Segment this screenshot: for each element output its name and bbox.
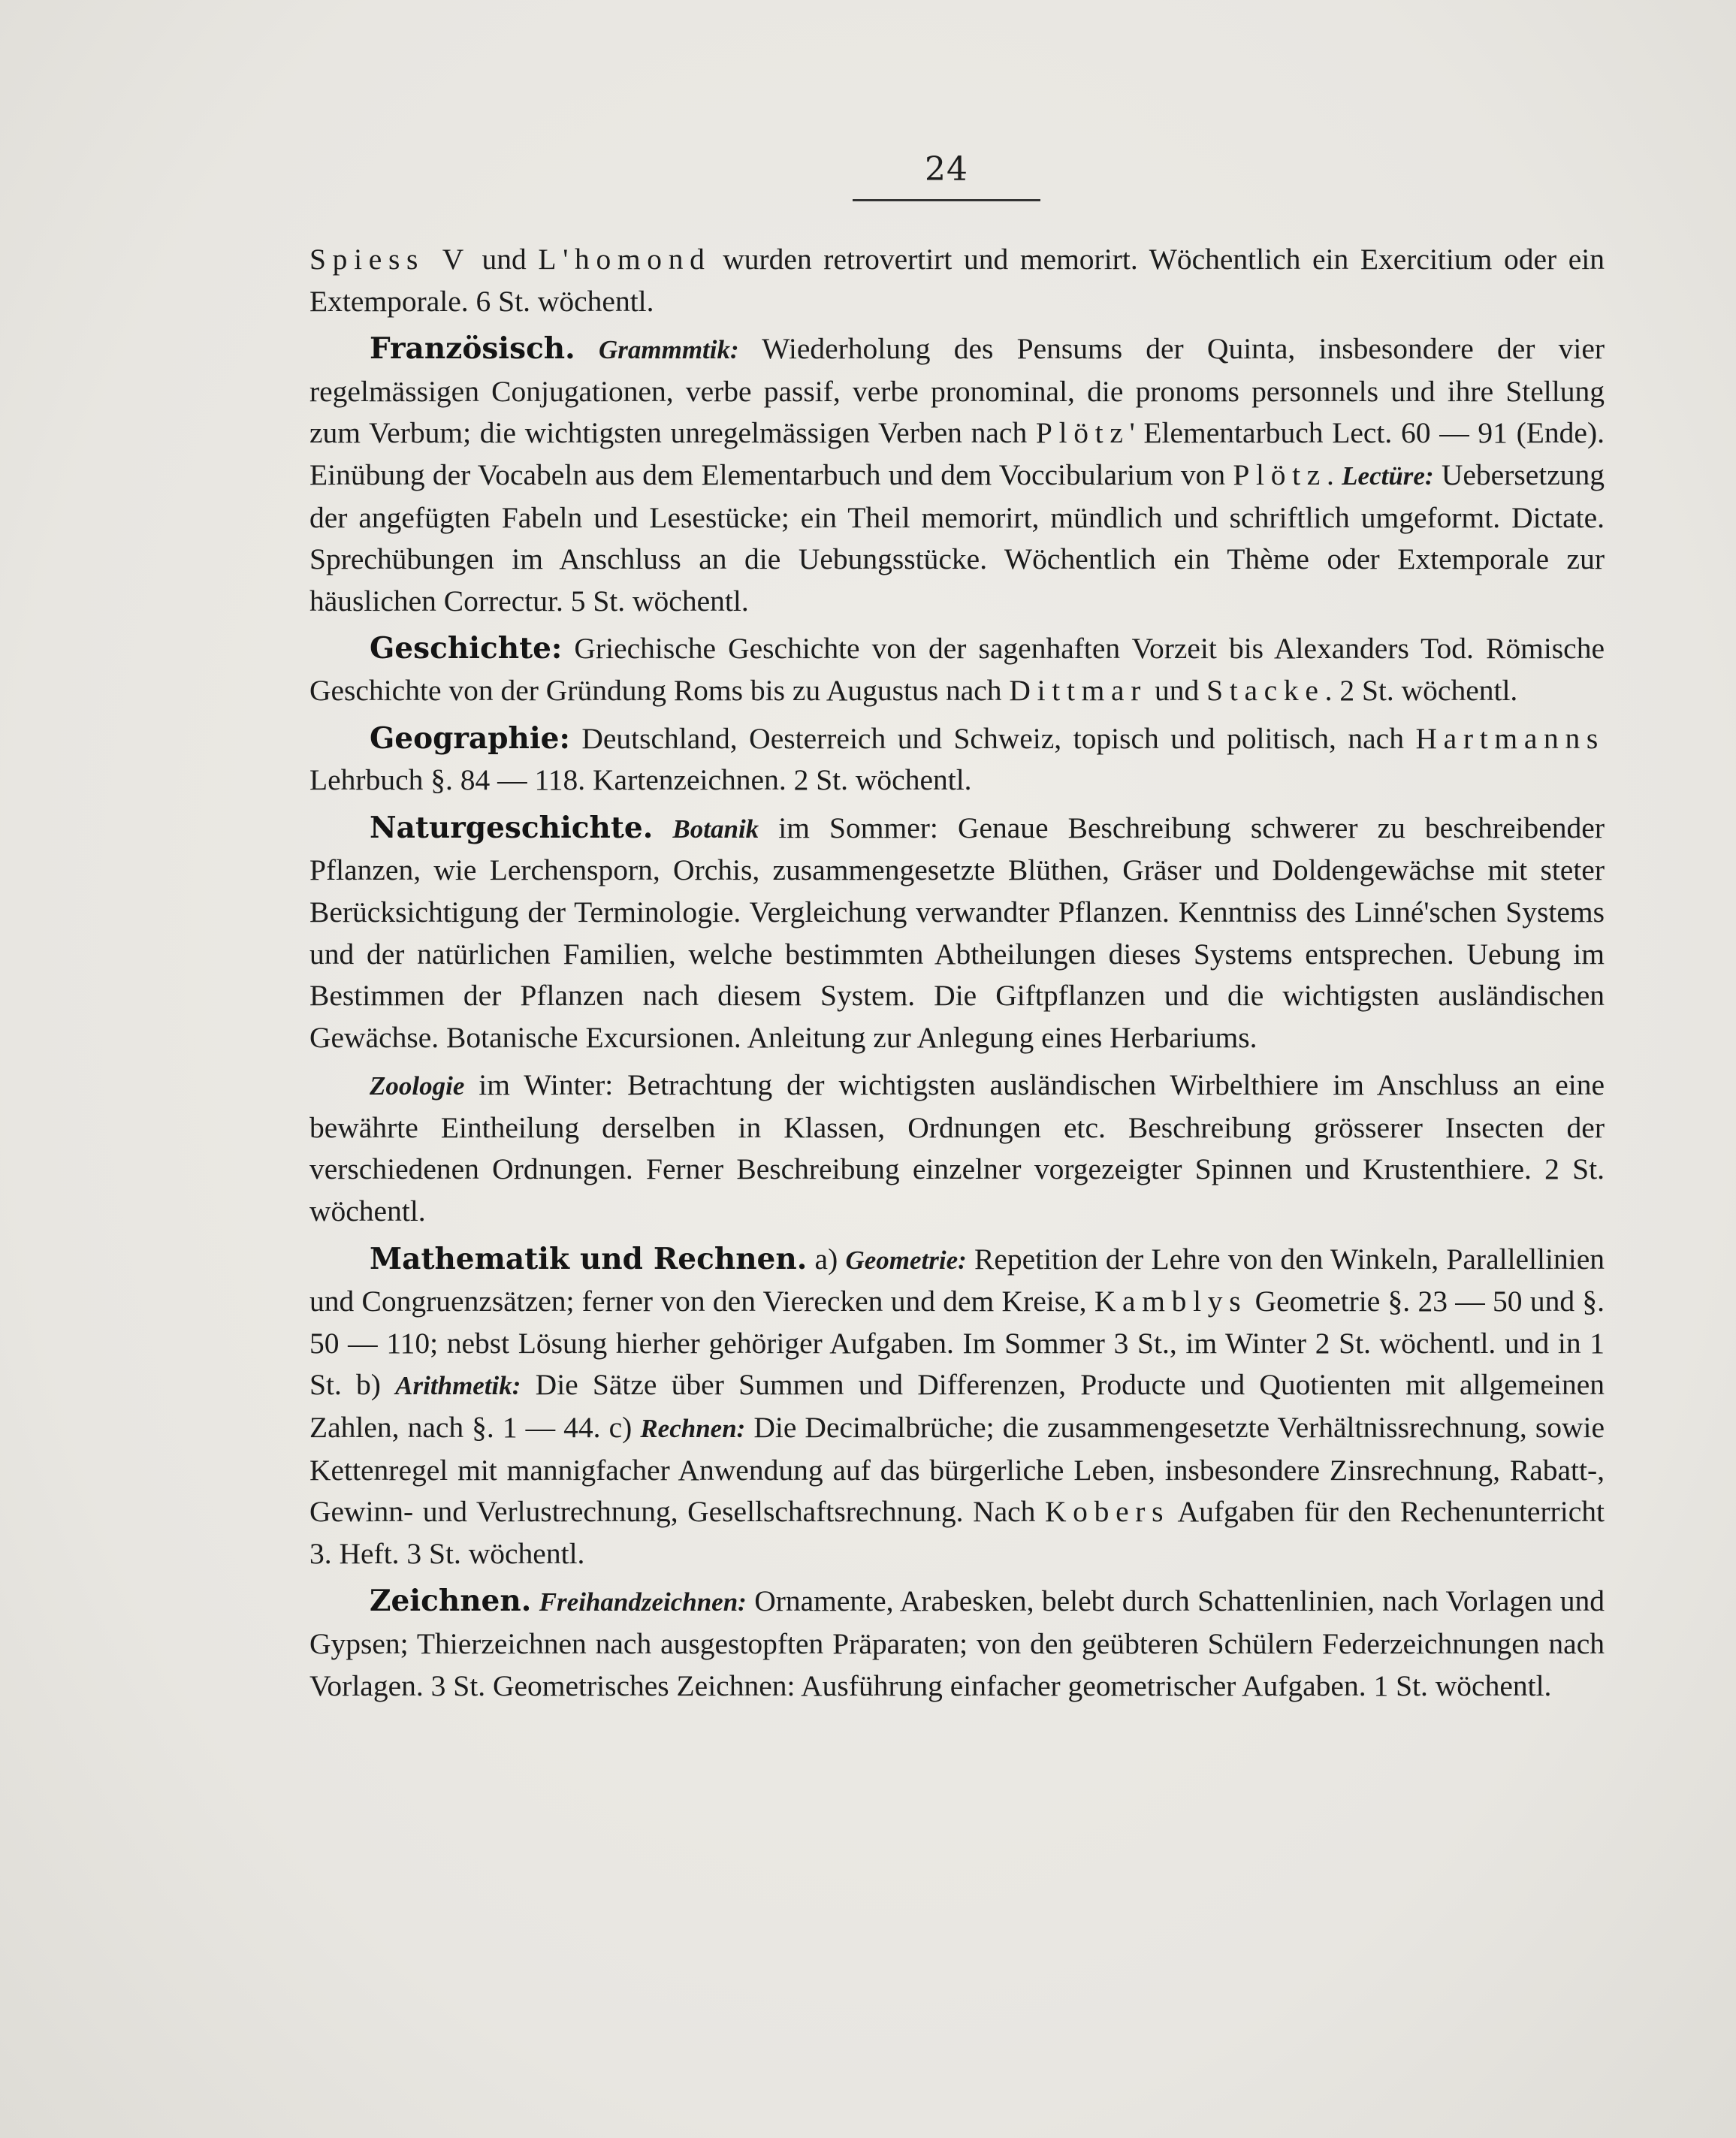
subject-label: Geometrie: (845, 1245, 967, 1275)
section-heading: Zeichnen. (370, 1584, 532, 1619)
author-name: Kamblys (1094, 1285, 1248, 1318)
paragraph-text: Uebersetzung der angefügten Fabeln und Lesestücke; ein Theil memorirt, mündlich und schriftlich umgeformt. Dictate. Sprechübungen im Anschluss an die Uebungsstücke. Wöchentlich ein Thème oder Extemporale zur häuslichen Correctur. 5 St. wöchentl. (309, 457, 1605, 618)
paragraph-text: Repetition der Lehre von den Winkeln, Parallellinien und Congruenzsätzen; ferner von den Vierecken und dem Kreise, (309, 1242, 1605, 1318)
author-name: Dittmar (1009, 673, 1148, 707)
paragraph-geographie (309, 718, 1605, 802)
author-name: Plötz (1233, 457, 1327, 491)
paragraph-text: und (1147, 673, 1207, 707)
paragraph-text: Aufgaben für den Rechenunterricht 3. Heft. 3 St. wöchentl. (309, 1495, 1605, 1570)
section-heading: Naturgeschichte. (370, 810, 654, 845)
subject-label: Rechnen: (640, 1414, 746, 1444)
paragraph-text: Ornamente, Arabesken, belebt durch Schattenlinien, nach Vorlagen und Gypsen; Thierzeichnen nach ausgestopften Präparaten; von den geübteren Schülern Federzeichnungen nach Vorlagen. 3 St. Geometrisches Zeichnen: Ausführung einfacher geometrischer Aufgaben. 1 St. wöchentl. (309, 1584, 1605, 1702)
author-name: L'homond (538, 243, 711, 276)
author-name: Plötz (1035, 416, 1130, 450)
paragraph-text: im Sommer: Genaue Beschreibung schwerer zu beschreibender Pflanzen, wie Lerchensporn, Orchis, zusammengesetzte Blüthen, Gräser und Doldengewächse mit steter Berücksichtigung der Terminologie. Vergleichung verwandter Pflanzen. Kenntniss des Linné'schen Systems und der natürlichen Familien, welche bestimmten Abtheilungen dieses Systems entsprechen. Uebung im Bestimmen der Pflanzen nach diesem System. Die Giftpflanzen und die wichtigsten ausländischen Gewächse. Botanische Excursionen. Anleitung zur Anlegung eines Herbariums. (309, 811, 1605, 1054)
paragraph-text: ' Elementarbuch Lect. 60 — 91 (Ende). Einübung der Vocabeln aus dem Elementarbuch und dem Voccibularium von (309, 416, 1605, 491)
section-heading: Französisch. (370, 331, 575, 367)
author-name: Kobers (1044, 1495, 1170, 1529)
section-heading: Geographie: (370, 720, 570, 756)
paragraph-text: Geometrie §. 23 — 50 und §. 50 — 110; nebst Lösung hierher gehöriger Aufgaben. Im Sommer 3 St., im Winter 2 St. wöchentl. und in 1 St. b) (309, 1285, 1605, 1402)
paragraph-text: Deutschland, Oesterreich und Schweiz, topisch und politisch, nach (569, 721, 1416, 755)
paragraph-geschichte (309, 628, 1605, 711)
paragraph-zoologie (309, 1064, 1605, 1232)
paragraph-text: . 2 St. wöchentl. (1324, 673, 1518, 707)
paragraph-naturgeschichte (309, 808, 1605, 1059)
paragraph-text: Die Sätze über Summen und Differenzen, Producte und Quotienten mit allgemeinen Zahlen, nach §. 1 — 44. c) (309, 1368, 1605, 1445)
paragraph-text: wurden retrovertirt und memorirt. Wöchentlich ein Exercitium oder ein Extemporale. 6 St. wöchentl. (309, 243, 1605, 318)
paragraph-zeichnen (309, 1581, 1605, 1707)
paragraph-mathematik (309, 1239, 1605, 1575)
paragraph-text: Lehrbuch §. 84 — 118. Kartenzeichnen. 2 St. wöchentl. (309, 763, 972, 797)
author-name: Spiess V (309, 243, 470, 276)
paragraph-latin-continued (309, 239, 1605, 322)
paragraph-text: . (1327, 457, 1342, 491)
author-name: Hartmanns (1415, 721, 1605, 755)
paragraph-text: Die Decimalbrüche; die zusammengesetzte Verhältnissrechnung, sowie Kettenregel mit mannigfacher Anwendung auf das bürgerliche Leben, insbesondere Zinsrechnung, Rabatt-, Gewinn- und Verlustrechnung, Gesellschaftsrechnung. Nach (309, 1411, 1605, 1529)
paragraph-text: Griechische Geschichte von der sagenhaften Vorzeit bis Alexanders Tod. Römische Geschichte von der Gründung Roms bis zu Augustus nach (309, 632, 1605, 707)
body-text (309, 239, 1605, 1713)
subject-label: Lectüre: (1342, 461, 1434, 491)
subject-label: Grammmtik: (598, 335, 739, 365)
paragraph-franzoesisch (309, 328, 1605, 622)
paragraph-text: Wiederholung des Pensums der Quinta, insbesondere der vier regelmässigen Conjugationen, verbe passif, verbe pronominal, die pronoms personnels und ihre Stellung zum Verbum; die wichtigsten unregelmässigen Verben nach (309, 332, 1605, 450)
subject-label: Arithmetik: (395, 1371, 521, 1401)
section-heading: Mathematik und Rechnen. (370, 1241, 808, 1276)
paragraph-text: a) (807, 1242, 846, 1276)
subject-label: Zoologie (370, 1071, 465, 1101)
author-name: Stacke (1206, 673, 1325, 707)
header-rule (853, 199, 1040, 201)
subject-label: Freihandzeichnen: (539, 1587, 747, 1617)
page-header (849, 150, 1044, 201)
subject-label: Botanik (672, 814, 759, 844)
section-heading: Geschichte: (370, 631, 563, 666)
page-number: 24 (925, 150, 968, 189)
paragraph-text: und (469, 243, 539, 276)
paragraph-text: im Winter: Betrachtung der wichtigsten ausländischen Wirbelthiere im Anschluss an eine bewährte Eintheilung derselben in Klassen, Ordnungen etc. Beschreibung grösserer Insecten der verschiedenen Ordnungen. Ferner Beschreibung einzelner vorgezeigter Spinnen und Krustenthiere. 2 St. wöchentl. (309, 1068, 1605, 1228)
